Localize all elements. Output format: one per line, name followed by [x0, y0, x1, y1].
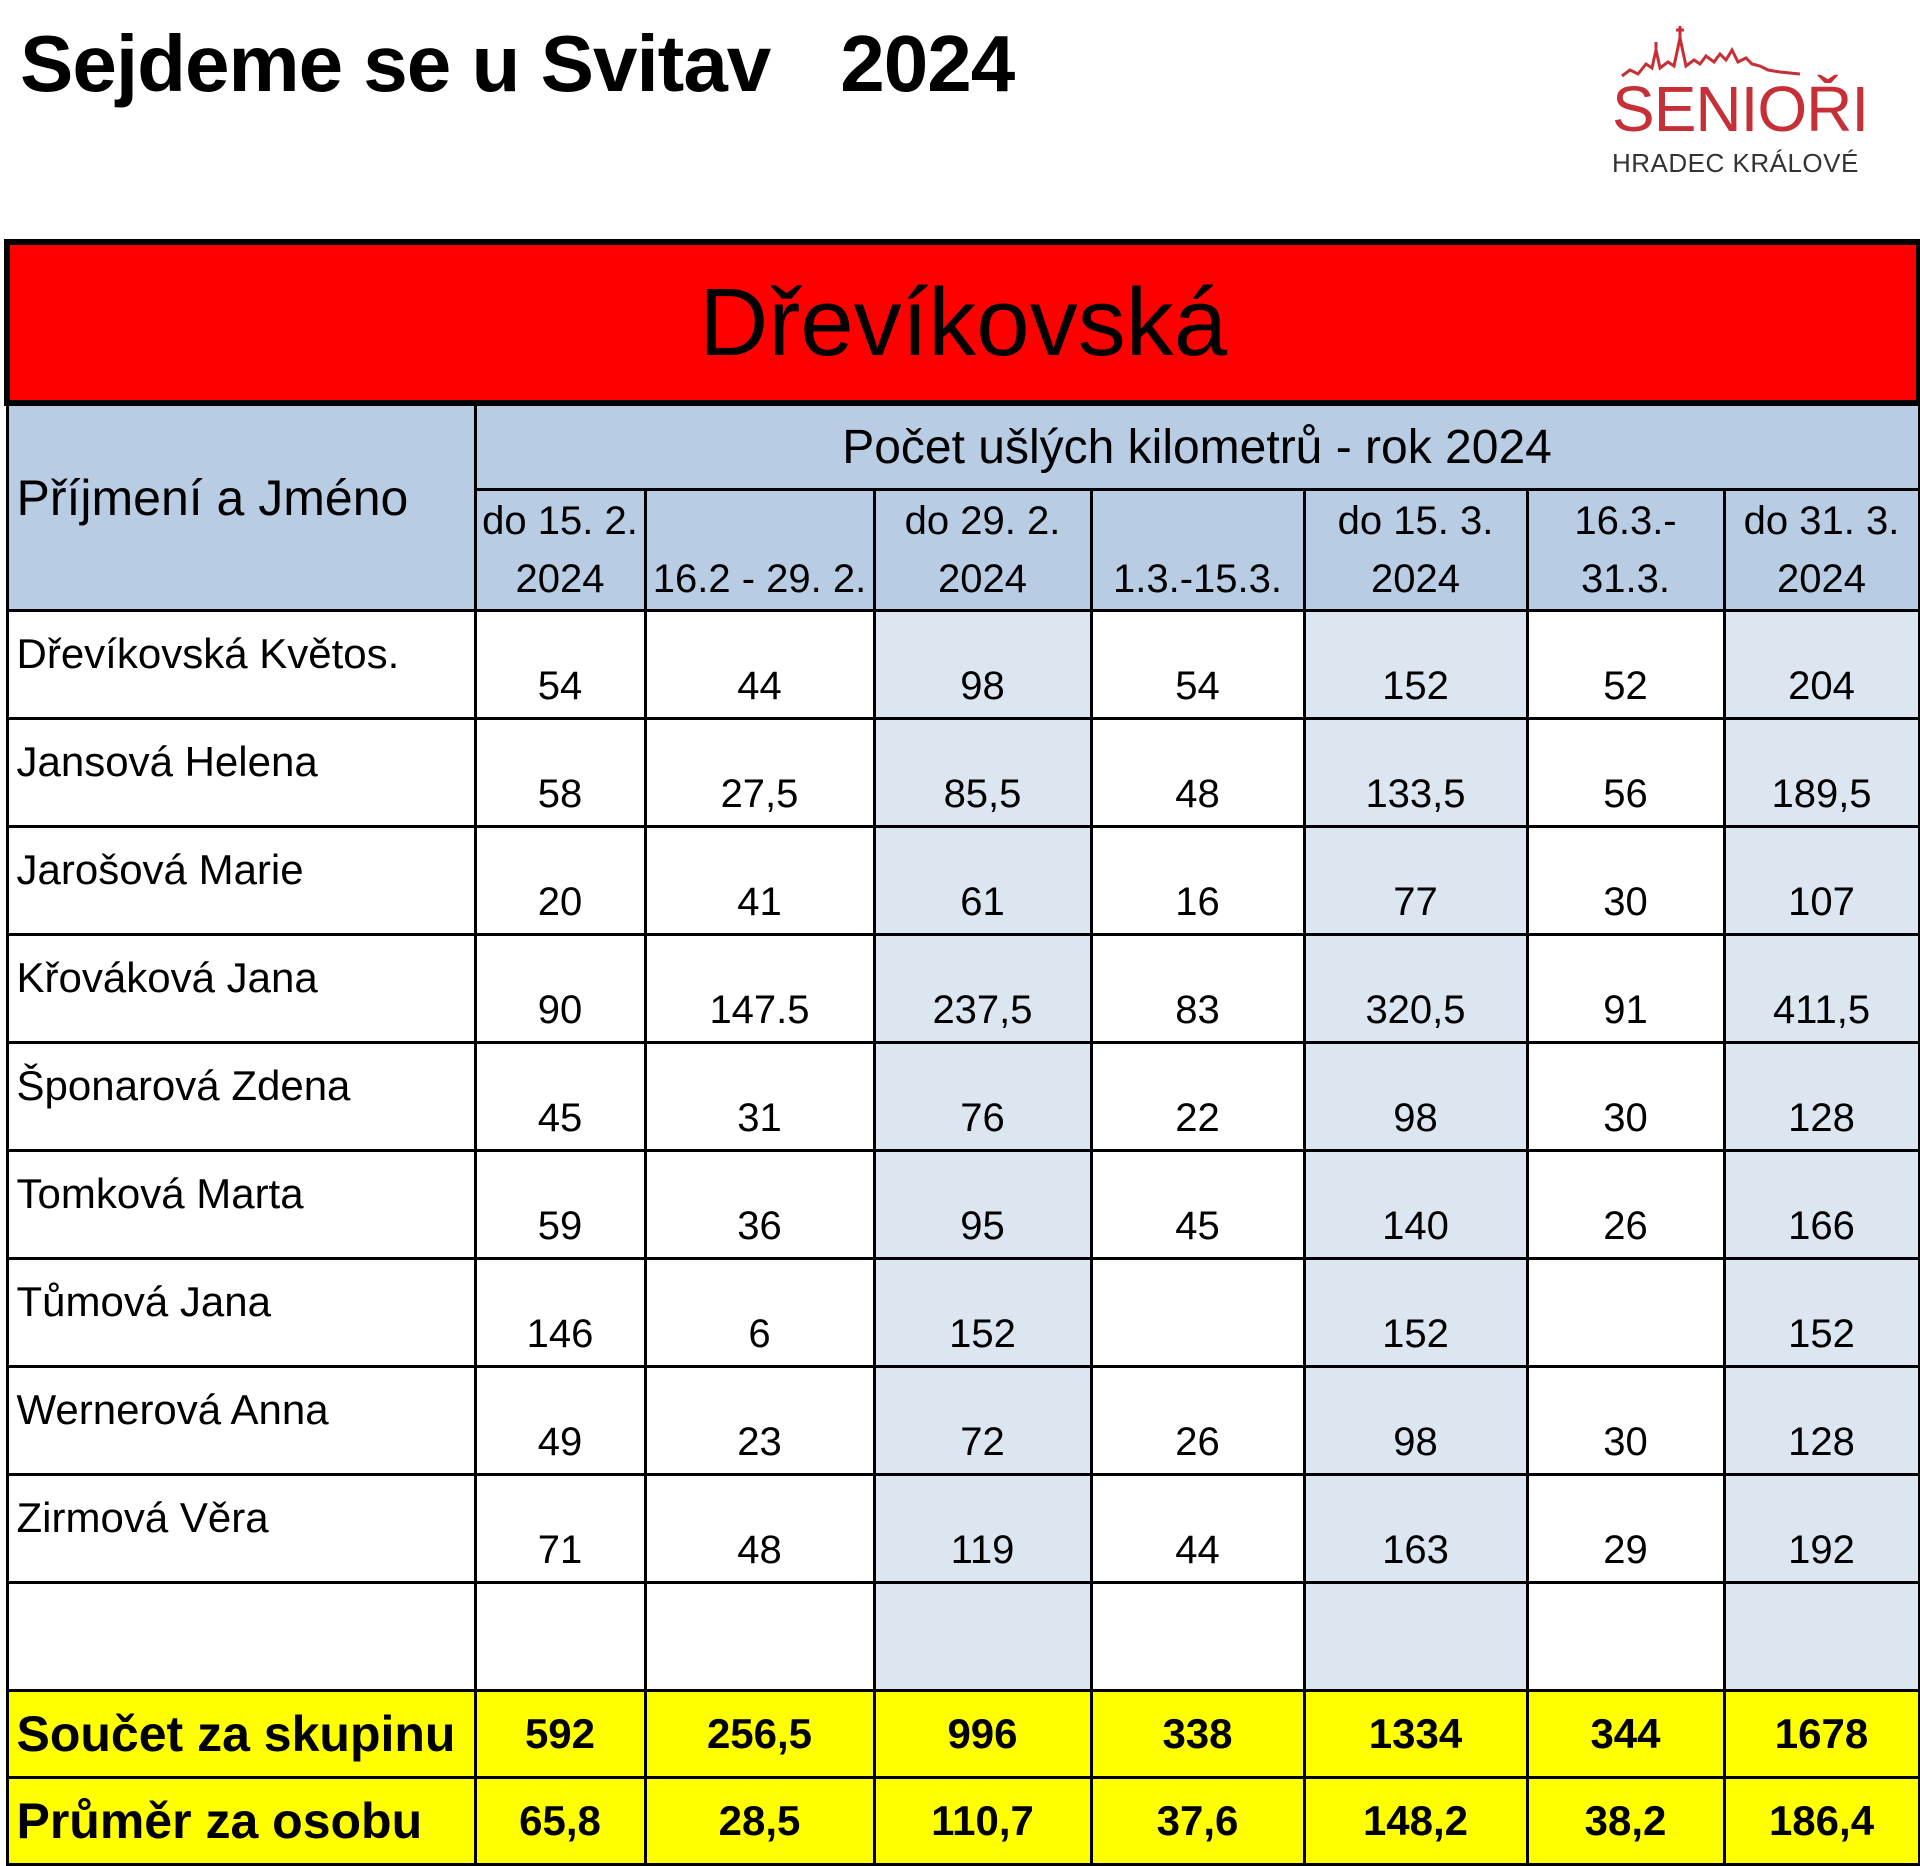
column-header-line2: 2024: [515, 557, 605, 601]
person-name: Jansová Helena: [7, 719, 475, 827]
km-value: 52: [1527, 611, 1724, 719]
km-table: [4, 239, 1920, 1866]
km-value: 146: [475, 1259, 645, 1367]
km-value: 98: [874, 611, 1091, 719]
km-value: 27,5: [645, 719, 874, 827]
km-value: 76: [874, 1043, 1091, 1151]
column-header-line1: do 15. 2.: [482, 499, 638, 543]
km-value: [1527, 1583, 1724, 1691]
km-value: 152: [874, 1259, 1091, 1367]
sum-row-value: 592: [475, 1691, 645, 1778]
km-value: 91: [1527, 935, 1724, 1043]
km-value: 6: [645, 1259, 874, 1367]
km-value: 26: [1091, 1367, 1304, 1475]
km-value: 71: [475, 1475, 645, 1583]
column-header-2: [874, 490, 1091, 611]
km-value: 107: [1724, 827, 1919, 935]
km-value: 77: [1304, 827, 1527, 935]
km-value: 30: [1527, 827, 1724, 935]
column-header-6: [1724, 490, 1919, 611]
table-row: [7, 1583, 1919, 1691]
km-value: 133,5: [1304, 719, 1527, 827]
km-value: 90: [475, 935, 645, 1043]
km-value: 237,5: [874, 935, 1091, 1043]
average-row-value: 148,2: [1304, 1778, 1527, 1865]
sum-row-value: 1678: [1724, 1691, 1919, 1778]
km-value: 85,5: [874, 719, 1091, 827]
table-row: [7, 1151, 1919, 1259]
km-value: 48: [645, 1475, 874, 1583]
km-value: 45: [475, 1043, 645, 1151]
km-value: 30: [1527, 1043, 1724, 1151]
column-header-line1: 16.3.-: [1574, 499, 1677, 543]
km-value: 163: [1304, 1475, 1527, 1583]
km-value: 54: [475, 611, 645, 719]
column-header-line1: [1093, 492, 1303, 550]
person-name: Jarošová Marie: [7, 827, 475, 935]
sum-row-value: 338: [1091, 1691, 1304, 1778]
km-value: 320,5: [1304, 935, 1527, 1043]
column-header-line2: 2024: [1777, 557, 1866, 601]
column-header-line1: do 15. 3.: [1337, 499, 1494, 543]
km-value: 95: [874, 1151, 1091, 1259]
km-value: 192: [1724, 1475, 1919, 1583]
table-row: [7, 1043, 1919, 1151]
km-value: 152: [1304, 1259, 1527, 1367]
person-name: [7, 1583, 475, 1691]
column-header-line1: do 29. 2.: [904, 499, 1061, 543]
km-value: 152: [1304, 611, 1527, 719]
km-value: 152: [1724, 1259, 1919, 1367]
column-header-line2: 1.3.-15.3.: [1112, 557, 1282, 601]
sum-row-value: 256,5: [645, 1691, 874, 1778]
table-row: [7, 1367, 1919, 1475]
km-value: 30: [1527, 1367, 1724, 1475]
sum-row-value: 344: [1527, 1691, 1724, 1778]
logo-city: HRADEC KRÁLOVÉ: [1612, 148, 1859, 178]
km-value: [1527, 1259, 1724, 1367]
sum-row-label: Součet za skupinu: [7, 1691, 475, 1778]
average-row-value: 186,4: [1724, 1778, 1919, 1865]
km-value: 411,5: [1724, 935, 1919, 1043]
km-value: 189,5: [1724, 719, 1919, 827]
km-value: 54: [1091, 611, 1304, 719]
group-name-banner: Dřevíkovská: [7, 242, 1919, 403]
km-value: 41: [645, 827, 874, 935]
km-value: 44: [1091, 1475, 1304, 1583]
average-row-label: Průměr za osobu: [7, 1778, 475, 1865]
km-value: 58: [475, 719, 645, 827]
average-row-value: 38,2: [1527, 1778, 1724, 1865]
sum-row: [7, 1691, 1919, 1778]
km-value: 16: [1091, 827, 1304, 935]
title-text: Sejdeme se u Svitav: [20, 19, 771, 108]
km-group-header: Počet ušlých kilometrů - rok 2024: [475, 403, 1919, 490]
column-header-1: [645, 490, 874, 611]
column-header-line2: 2024: [938, 557, 1027, 601]
km-value: 72: [874, 1367, 1091, 1475]
table-row: [7, 827, 1919, 935]
column-header-5: [1527, 490, 1724, 611]
km-value: 59: [475, 1151, 645, 1259]
km-value: 98: [1304, 1367, 1527, 1475]
km-value: 204: [1724, 611, 1919, 719]
km-value: 48: [1091, 719, 1304, 827]
km-value: 22: [1091, 1043, 1304, 1151]
km-value: 23: [645, 1367, 874, 1475]
km-value: 45: [1091, 1151, 1304, 1259]
person-name: Tomková Marta: [7, 1151, 475, 1259]
km-value: 128: [1724, 1043, 1919, 1151]
person-name: Dřevíkovská Květos.: [7, 611, 475, 719]
logo: [1600, 20, 1869, 178]
column-header-3: [1091, 490, 1304, 611]
table-row: [7, 1259, 1919, 1367]
column-header-0: [475, 490, 645, 611]
km-value: 31: [645, 1043, 874, 1151]
km-value: 140: [1304, 1151, 1527, 1259]
sum-row-value: 996: [874, 1691, 1091, 1778]
column-header-line2: 2024: [1371, 557, 1460, 601]
column-header-line1: [647, 492, 873, 550]
person-name: Wernerová Anna: [7, 1367, 475, 1475]
column-header-line2: 16.2 - 29. 2.: [652, 557, 867, 601]
column-header-4: [1304, 490, 1527, 611]
column-header-line1: do 31. 3.: [1743, 499, 1900, 543]
person-name: Zirmová Věra: [7, 1475, 475, 1583]
person-name: Šponarová Zdena: [7, 1043, 475, 1151]
km-value: [1091, 1259, 1304, 1367]
page-title: [20, 18, 1014, 110]
km-value: 119: [874, 1475, 1091, 1583]
sum-row-value: 1334: [1304, 1691, 1527, 1778]
column-header-line2: 31.3.: [1581, 557, 1670, 601]
km-value: 36: [645, 1151, 874, 1259]
average-row-value: 28,5: [645, 1778, 874, 1865]
km-value: [475, 1583, 645, 1691]
km-value: [1091, 1583, 1304, 1691]
km-value: 128: [1724, 1367, 1919, 1475]
table-row: [7, 611, 1919, 719]
km-value: 56: [1527, 719, 1724, 827]
name-column-header: Příjmení a Jméno: [7, 403, 475, 611]
table-row: [7, 1475, 1919, 1583]
km-value: 26: [1527, 1151, 1724, 1259]
km-value: 29: [1527, 1475, 1724, 1583]
km-value: 20: [475, 827, 645, 935]
km-value: 61: [874, 827, 1091, 935]
person-name: Křováková Jana: [7, 935, 475, 1043]
average-row-value: 65,8: [475, 1778, 645, 1865]
average-row-value: 110,7: [874, 1778, 1091, 1865]
km-value: 83: [1091, 935, 1304, 1043]
km-value: [1724, 1583, 1919, 1691]
person-name: Tůmová Jana: [7, 1259, 475, 1367]
table-row: [7, 719, 1919, 827]
km-value: [1304, 1583, 1527, 1691]
km-value: [645, 1583, 874, 1691]
km-value: 147.5: [645, 935, 874, 1043]
km-value: 98: [1304, 1043, 1527, 1151]
logo-name: SENIOŘI: [1612, 73, 1869, 145]
km-value: 166: [1724, 1151, 1919, 1259]
table-row: [7, 935, 1919, 1043]
average-row: [7, 1778, 1919, 1865]
title-year: 2024: [840, 19, 1015, 108]
km-value: 49: [475, 1367, 645, 1475]
km-value: [874, 1583, 1091, 1691]
skyline-icon: [1620, 20, 1820, 80]
average-row-value: 37,6: [1091, 1778, 1304, 1865]
km-value: 44: [645, 611, 874, 719]
